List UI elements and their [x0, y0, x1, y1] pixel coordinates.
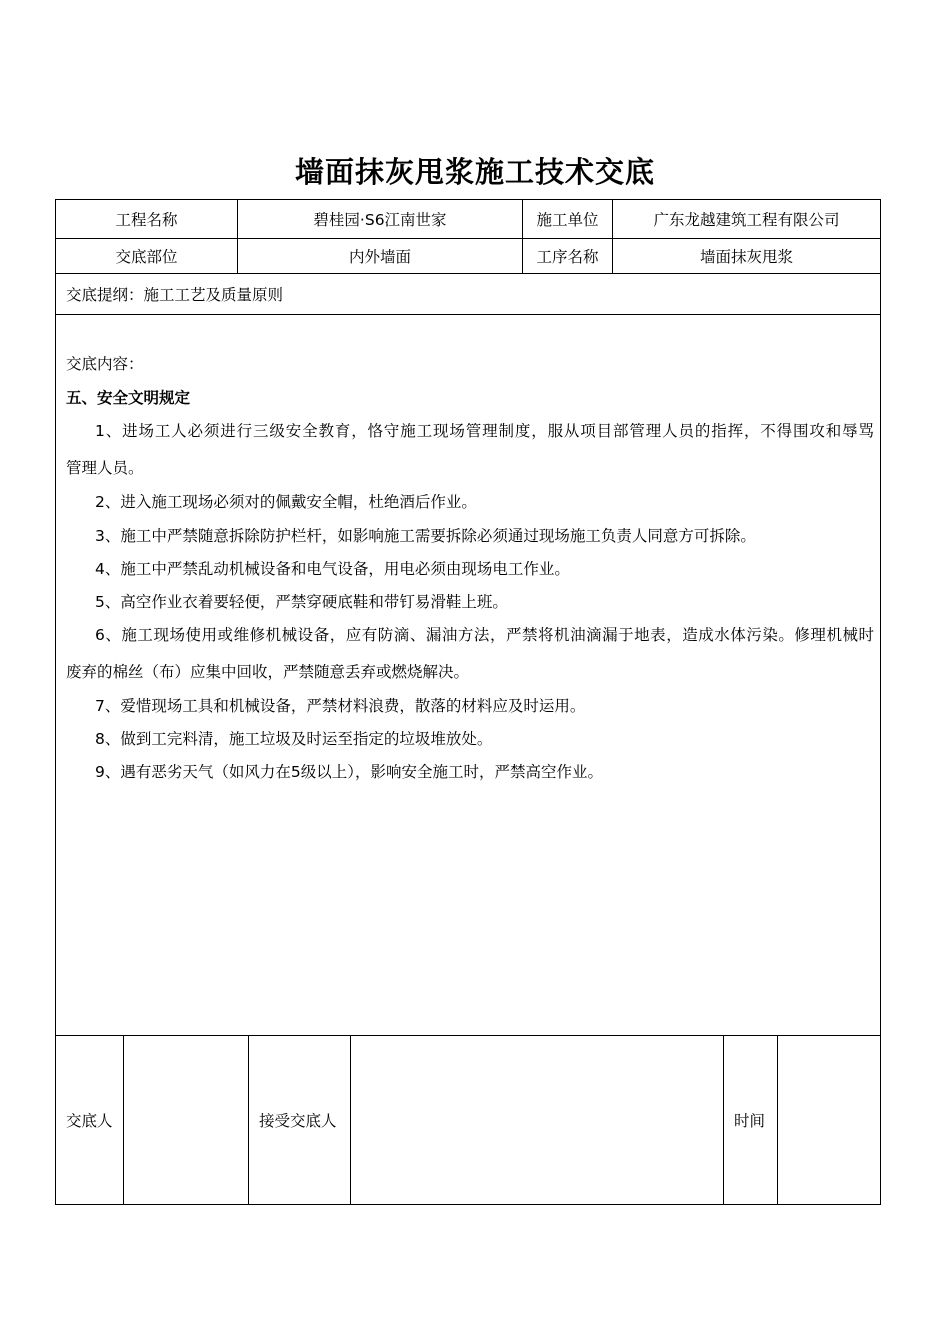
receiver-label: 接受交底人	[259, 1112, 337, 1130]
discloser-label: 交底人	[66, 1112, 113, 1130]
rule-item-3: 3、施工中严禁随意拆除防护栏杆，如影响施工需要拆除必须通过现场施工负责人同意方可拆除。	[95, 527, 756, 545]
process-name-label: 工序名称	[536, 248, 599, 266]
disclosure-outline: 交底提纲：施工工艺及质量原则	[66, 286, 284, 304]
rule-item-8: 8、做到工完料清，施工垃圾及时运至指定的垃圾堆放处。	[95, 730, 493, 748]
contractor-label: 施工单位	[536, 211, 599, 229]
time-label: 时间	[734, 1112, 766, 1130]
content-intro: 交底内容：	[66, 355, 144, 373]
contractor-value: 广东龙越建筑工程有限公司	[653, 211, 840, 229]
time-field[interactable]	[778, 1036, 880, 1204]
rule-item-9: 9、遇有恶劣天气（如风力在5级以上），影响安全施工时，严禁高空作业。	[95, 763, 603, 781]
rule-item-5: 5、高空作业衣着要轻便，严禁穿硬底鞋和带钉易滑鞋上班。	[95, 593, 508, 611]
rule-item-6: 6、施工现场使用或维修机械设备，应有防滴、漏油方法，严禁将机油滴漏于地表，造成水体污染。修理机械时	[95, 626, 874, 644]
rule-item-7: 7、爱惜现场工具和机械设备，严禁材料浪费，散落的材料应及时运用。	[95, 697, 586, 715]
rule-item-1: 1、进场工人必须进行三级安全教育，恪守施工现场管理制度，服从项目部管理人员的指挥，不得围攻和辱骂	[95, 422, 874, 440]
section-heading: 五、安全文明规定	[66, 389, 191, 407]
row-divider	[56, 314, 880, 315]
document-title: 墙面抹灰甩浆施工技术交底	[294, 155, 655, 189]
disclosure-part-label: 交底部位	[115, 248, 178, 266]
disclosure-table	[55, 199, 881, 1205]
disclosure-part-value: 内外墙面	[348, 248, 411, 266]
rule-item-1-continued: 管理人员。	[66, 459, 144, 477]
rule-item-4: 4、施工中严禁乱动机械设备和电气设备，用电必须由现场电工作业。	[95, 560, 570, 578]
rule-item-6-continued: 废弃的棉丝（布）应集中回收，严禁随意丢弃或燃烧解决。	[66, 663, 470, 681]
project-name-value: 碧桂园·S6江南世家	[313, 211, 447, 229]
process-name-value: 墙面抹灰甩浆	[699, 248, 793, 266]
project-name-label: 工程名称	[115, 211, 178, 229]
discloser-signature-field[interactable]	[124, 1036, 248, 1204]
rule-item-2: 2、进入施工现场必须对的佩戴安全帽，杜绝酒后作业。	[95, 493, 477, 511]
receiver-signature-field[interactable]	[351, 1036, 723, 1204]
